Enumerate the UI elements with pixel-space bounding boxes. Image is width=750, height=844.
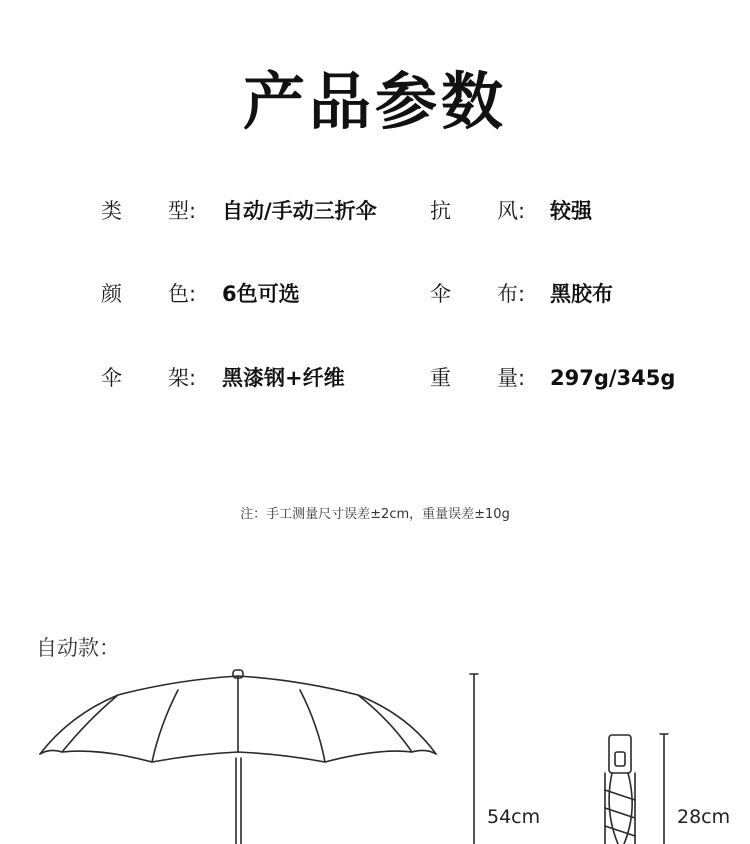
spec-label-a: 类 xyxy=(101,199,122,223)
shaft-icon xyxy=(236,758,241,844)
spec-value: 6色可选 xyxy=(222,282,300,306)
spec-label-a: 伞 xyxy=(101,366,122,390)
spec-label-a: 伞 xyxy=(430,282,451,306)
spec-value: 自动/手动三折伞 xyxy=(222,199,377,223)
folded-height-label: 28cm xyxy=(677,806,731,828)
folded-pleat-icon xyxy=(605,773,635,844)
page-title: 产品参数 xyxy=(242,65,507,138)
folded-handle-icon xyxy=(609,735,631,773)
canopy-rib-icon xyxy=(152,690,178,762)
spec-value: 较强 xyxy=(550,199,592,223)
spec-value: 黑漆钢+纤维 xyxy=(222,366,345,390)
spec-label-a: 抗 xyxy=(430,199,451,223)
spec-label-a: 重 xyxy=(430,366,451,390)
spec-value: 黑胶布 xyxy=(550,282,613,306)
height-marker-icon xyxy=(660,734,668,844)
spec-label-b: 量: xyxy=(497,366,526,390)
spec-label-b: 风: xyxy=(497,199,526,223)
spec-value: 297g/345g xyxy=(550,366,676,390)
spec-label-a: 颜 xyxy=(101,282,122,306)
measurement-note: 注：手工测量尺寸误差±2cm，重量误差±10g xyxy=(240,507,510,522)
height-marker-icon xyxy=(470,674,478,844)
open-height-label: 54cm xyxy=(487,806,541,828)
folded-button-icon xyxy=(615,752,625,766)
section-label-auto: 自动款： xyxy=(36,636,120,660)
spec-label-b: 型: xyxy=(168,199,197,223)
spec-label-b: 架: xyxy=(168,366,197,390)
canopy-rib-icon xyxy=(300,690,325,762)
spec-label-b: 色: xyxy=(168,282,197,306)
spec-label-b: 布: xyxy=(497,282,526,306)
canopy-rib-icon xyxy=(358,695,412,752)
